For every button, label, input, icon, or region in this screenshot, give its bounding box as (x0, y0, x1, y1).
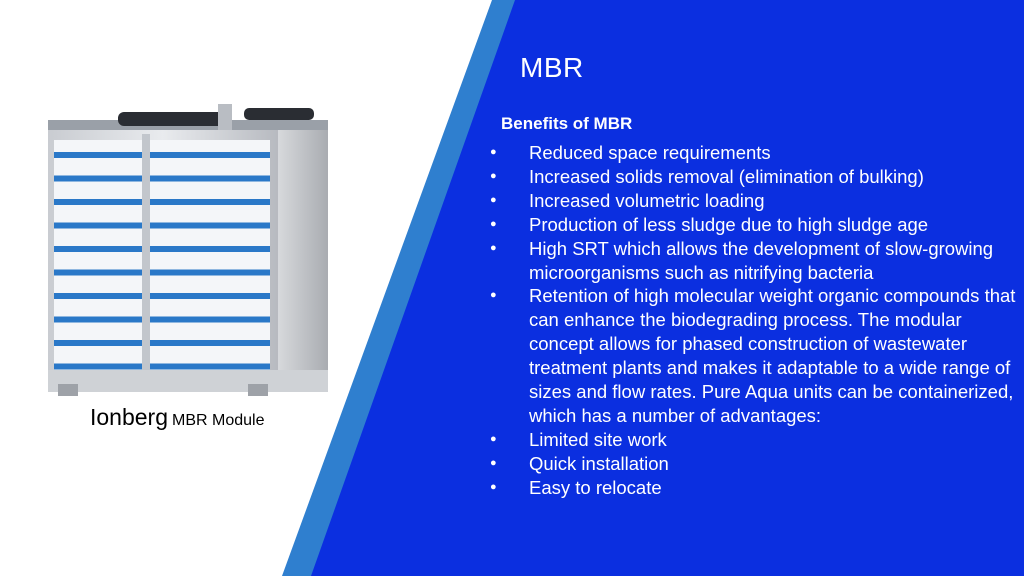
membrane-rail (150, 246, 270, 252)
bullet-icon: ● (490, 289, 497, 302)
list-item-text: Reduced space requirements (529, 142, 771, 163)
list-item-text: Quick installation (529, 452, 669, 474)
list-item (486, 213, 1016, 237)
list-item-text: Increased volumetric loading (529, 189, 765, 211)
membrane-rail (150, 293, 270, 299)
membrane-rail (54, 364, 142, 370)
membrane-rail (54, 317, 142, 323)
list-item-text: Retention of high molecular weight organic compounds that can enhance the biodegrading process. The modular concept allows for phased construction of wastewater treatment plants and makes it adaptable to a wide range of sizes and flow rates. Pure Aqua units can be containerized, which has a number of advantages: (529, 285, 1016, 426)
membrane-rail (54, 152, 142, 158)
list-item (486, 165, 1016, 189)
membrane-rail (54, 246, 142, 252)
membrane-rail (150, 152, 270, 158)
membrane-rail (150, 364, 270, 370)
benefits-list (486, 141, 1016, 500)
list-item-text: High SRT which allows the development of slow-growing microorganisms such as nitrifying bacteria (529, 237, 994, 283)
list-item-text: Production of less sludge due to high sludge age (529, 213, 929, 235)
list-item (486, 428, 1016, 452)
bullet-icon: ● (490, 146, 497, 158)
membrane-rail (150, 340, 270, 346)
membrane-rail (54, 199, 142, 205)
mbr-module-photo (48, 100, 328, 396)
list-item (486, 452, 1016, 476)
membrane-rail (150, 199, 270, 205)
list-item (486, 476, 1016, 500)
membrane-rail (54, 270, 142, 276)
image-caption (90, 404, 265, 431)
membrane-rail (150, 317, 270, 323)
list-item (486, 237, 1016, 285)
bullet-icon: ● (490, 169, 497, 182)
bullet-icon: ● (490, 432, 497, 445)
membrane-rail (150, 176, 270, 182)
caption-brand: Ionberg (90, 404, 169, 430)
list-item-text: Increased solids removal (elimination of bulking) (529, 165, 924, 187)
bullet-icon: ● (490, 241, 497, 254)
bullet-icon: ● (490, 217, 497, 230)
bullet-icon: ● (490, 193, 497, 206)
list-item (486, 189, 1016, 213)
membrane-rail (54, 340, 142, 346)
membrane-rail (150, 270, 270, 276)
list-item-text: Easy to relocate (529, 476, 662, 498)
mbr-module-illustration (48, 100, 328, 396)
bullet-icon: ● (490, 480, 497, 493)
bullet-icon: ● (490, 456, 497, 469)
list-item (486, 141, 1016, 165)
caption-model: MBR Module (172, 412, 265, 429)
membrane-rail (54, 293, 142, 299)
list-item-text: Limited site work (529, 428, 667, 450)
slide-title: MBR (520, 52, 584, 83)
list-item (486, 284, 1016, 427)
membrane-rail (150, 223, 270, 229)
slide-subtitle: Benefits of MBR (501, 114, 633, 133)
membrane-rail (54, 176, 142, 182)
membrane-rail (54, 223, 142, 229)
